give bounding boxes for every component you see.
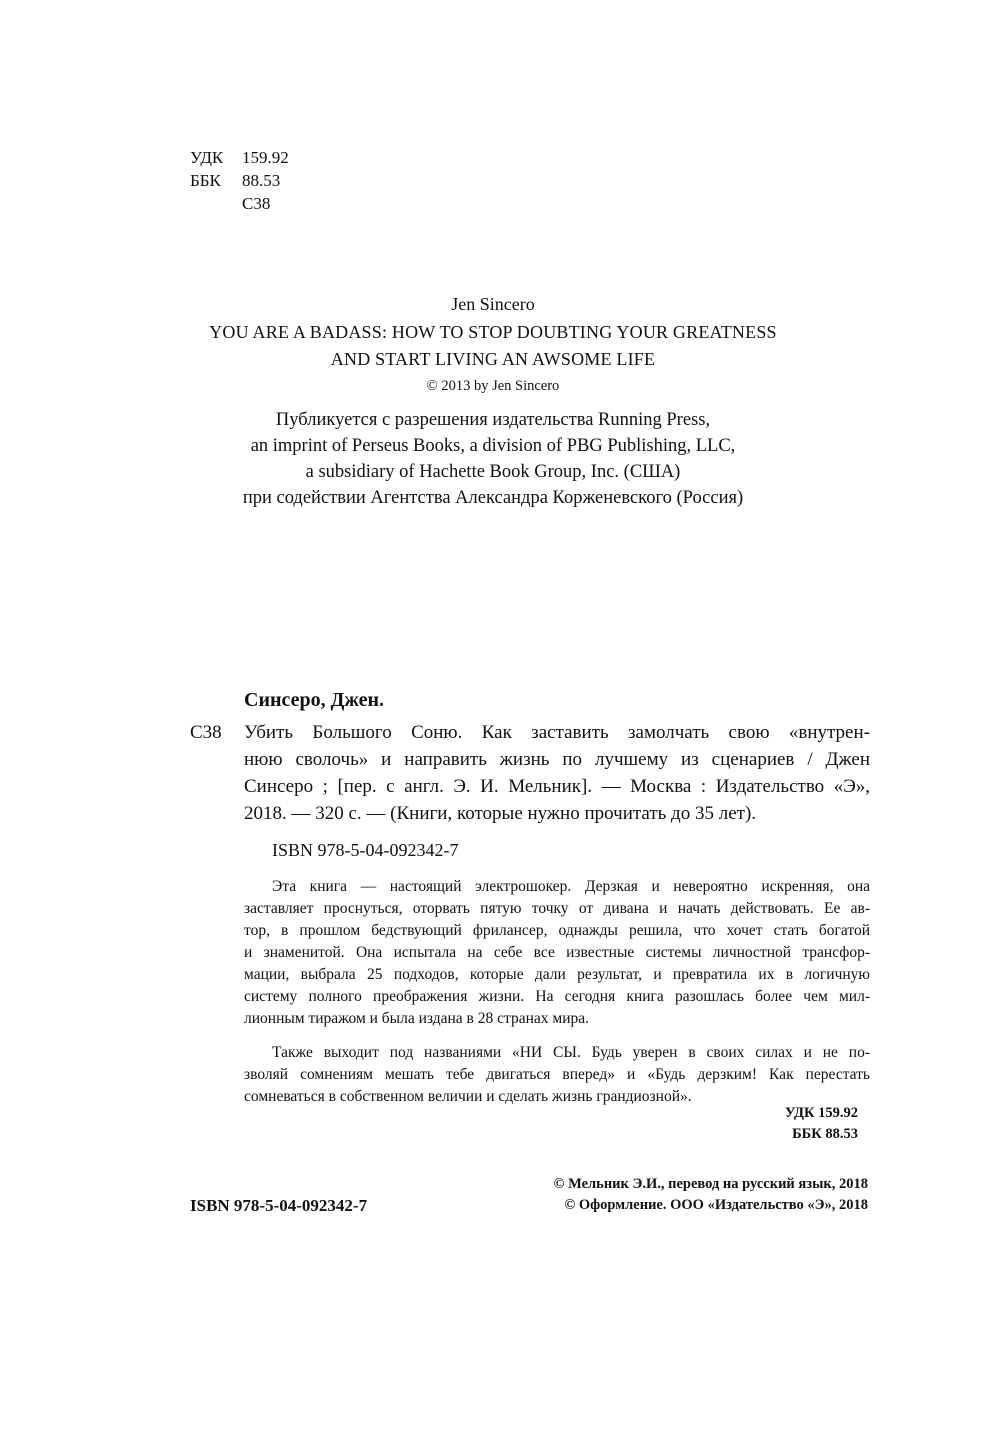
udk-value: 159.92 [242, 148, 289, 167]
footer-isbn: ISBN 978-5-04-092342-7 [190, 1196, 368, 1215]
annotation-line: заставляет проснуться, оторвать пятую точку от дивана и начать действовать. Ее ав- [244, 900, 870, 917]
author-mark-row [190, 192, 289, 215]
classification-block [190, 146, 289, 215]
annotation-line: тор, в прошлом бедствующий фрилансер, однажды решила, что хочет стать богатой [244, 922, 870, 939]
permission-line: an imprint of Perseus Books, a division of PBG Publishing, LLC, [250, 436, 736, 456]
copyright-translation: © Мельник Э.И., перевод на русский язык, 2018 [553, 1176, 868, 1192]
annotation-line: систему полного преображения жизни. На сегодня книга разошлась более чем мил- [244, 988, 870, 1005]
annotation-bbk: ББК 88.53 [792, 1126, 858, 1142]
permission-line: при содействии Агентства Александра Корженевского (Россия) [242, 488, 744, 508]
bibliographic-author-heading: Синсеро, Джен. [244, 689, 385, 711]
bibliographic-description-line: нюю сволочь» и направить жизнь по лучшему из сценариев / Джен [244, 749, 870, 770]
annotation-line: и знаменитой. Она испытала на себе все известные системы личностной трансфор- [244, 944, 870, 961]
bibliographic-description-line: Синсеро ; [пер. с англ. Э. И. Мельник]. — Москва : Издательство «Э», [244, 776, 870, 797]
original-author: Jen Sincero [451, 294, 535, 314]
copyright-design: © Оформление. ООО «Издательство «Э», 2018 [564, 1197, 868, 1213]
udk-row [190, 146, 289, 169]
annotation-udk: УДК 159.92 [784, 1105, 858, 1121]
annotation-line: зволяй сомнениям мешать тебе двигаться вперед» и «Будь дерзким! Как перестать [244, 1066, 870, 1083]
original-title-line-1: YOU ARE A BADASS: HOW TO STOP DOUBTING YOUR GREATNESS [209, 322, 777, 342]
annotation-line: Также выходит под названиями «НИ СЫ. Будь уверен в своих силах и не по- [272, 1044, 870, 1061]
bibliographic-description-line: Убить Большого Соню. Как заставить замолчать свою «внутрен- [244, 722, 870, 743]
bbk-value: 88.53 [242, 171, 281, 190]
udk-label: УДК [190, 148, 224, 167]
original-copyright: © 2013 by Jen Sincero [426, 378, 560, 394]
bibliographic-description-line: 2018. — 320 с. — (Книги, которые нужно прочитать до 35 лет). [244, 803, 757, 824]
bibliographic-author-mark: С38 [190, 722, 222, 743]
annotation-line: Эта книга — настоящий электрошокер. Дерзкая и невероятно искренняя, она [272, 878, 870, 895]
permission-line: Публикуется с разрешения издательства Running Press, [275, 410, 711, 430]
annotation-line: лионным тиражом и была издана в 28 странах мира. [244, 1010, 589, 1027]
permission-line: a subsidiary of Hachette Book Group, Inc. (США) [305, 462, 681, 482]
annotation-line: мации, выбрала 25 подходов, которые дали результат, и превратила их в логичную [244, 966, 870, 983]
original-title-line-2: AND START LIVING AN AWSOME LIFE [330, 349, 656, 369]
bibliographic-isbn: ISBN 978-5-04-092342-7 [272, 840, 459, 860]
bbk-label: ББК [190, 171, 221, 190]
annotation-line: сомневаться в собственном величии и сделать жизнь грандиозной». [244, 1088, 692, 1105]
bbk-row [190, 169, 289, 192]
author-mark: С38 [242, 194, 271, 213]
